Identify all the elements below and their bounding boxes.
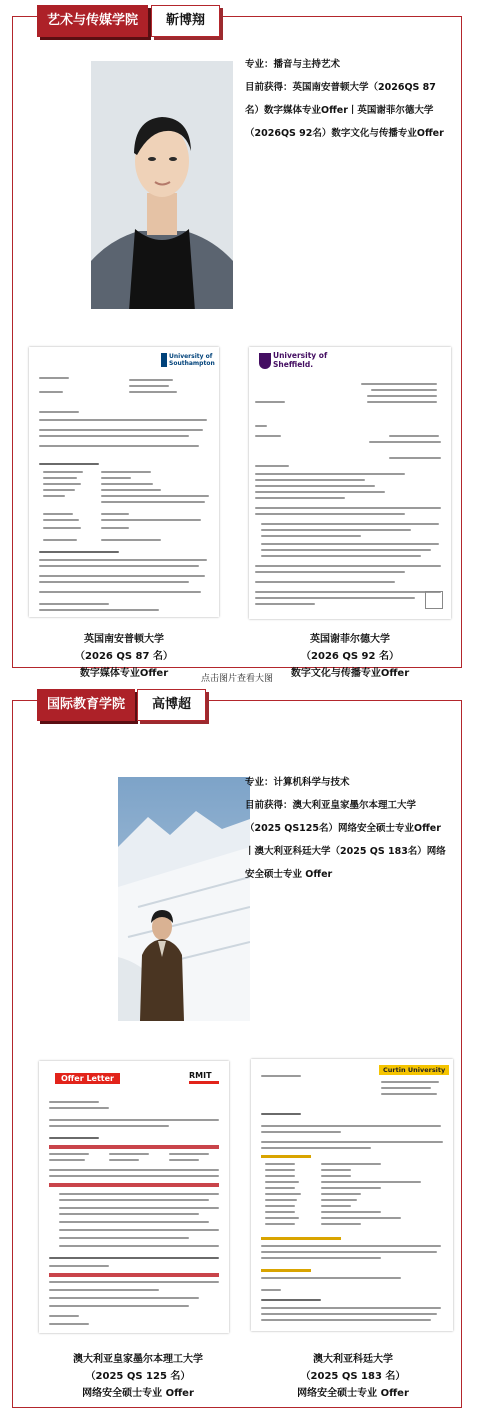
sheffield-logo: University of Sheffield. [273,351,328,369]
student-snow-photo[interactable] [118,777,250,1021]
major-text: 专业：播音与主持艺术 [245,59,341,70]
caption-rmit: 澳大利亚皇家墨尔本理工大学 （2025 QS 125 名） 网络安全硕士专业 Offer [73,1354,203,1399]
southampton-crest-icon [161,353,167,367]
top-100-badge-icon [425,591,443,609]
southampton-logo: University of Southampton [169,353,215,367]
caption-sheffield: 英国谢菲尔德大学 （2026 QS 92 名） 数字文化与传播专业Offer [290,634,410,679]
offer-letter-rmit[interactable] [39,1061,229,1333]
offer-letter-banner: Offer Letter [55,1073,120,1084]
portrait-illustration [91,61,233,309]
caption-southampton: 英国南安普顿大学 （2026 QS 87 名） 数字媒体专业Offer [75,634,173,679]
major-text: 专业：计算机科学与技术 [245,777,350,788]
student-name: 靳博翔 [151,5,220,37]
student-portrait-photo[interactable] [91,61,233,309]
sheffield-crest-icon [259,353,271,369]
curtin-logo: Curtin University [379,1065,449,1075]
offer-letter-sheffield[interactable] [249,347,451,619]
offer-letter-southampton[interactable] [29,347,219,617]
department-tag: 国际教育学院 [37,689,135,721]
snow-mountain-illustration [118,777,250,1021]
obtained-text: 目前获得：澳大利亚皇家墨尔本理工大学（2025 QS125名）网络安全硕士专业Offer丨澳大利亚科廷大学（2025 QS 183名）网络安全硕士专业 Offer [245,800,446,880]
department-tag: 艺术与传媒学院 [37,5,148,37]
rmit-logo: RMIT [189,1071,212,1080]
offer-info [245,771,449,886]
view-large-image-hint: 点击图片查看大图 [200,674,273,684]
obtained-text: 目前获得：英国南安普顿大学（2026QS 87名）数字媒体专业Offer丨英国谢菲尔德大学（2026QS 92名）数字文化与传播专业Offer [245,82,444,139]
offer-letter-curtin[interactable] [251,1059,453,1331]
student-card-international [12,697,462,1408]
student-name: 高博超 [137,689,206,721]
offer-info [245,53,449,145]
caption-curtin: 澳大利亚科廷大学 （2025 QS 183 名） 网络安全硕士专业 Offer [297,1354,409,1399]
rmit-logo-bar-icon [189,1081,219,1084]
